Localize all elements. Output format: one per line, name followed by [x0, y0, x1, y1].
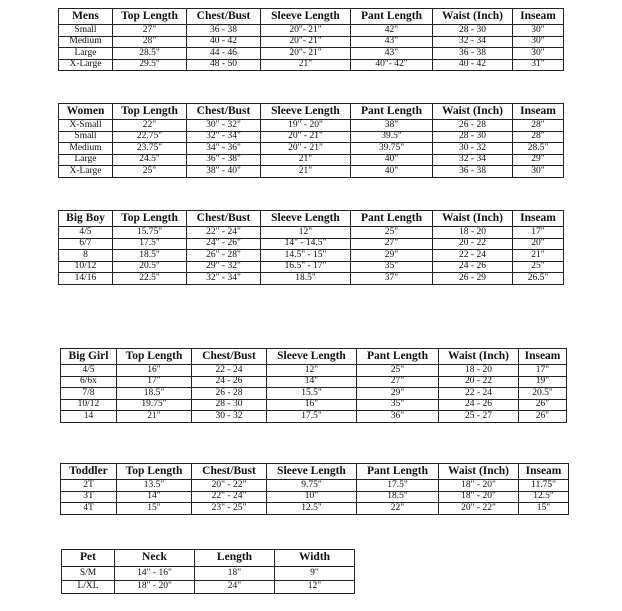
measurement-cell: 24 - 26: [433, 261, 513, 273]
measurement-cell: 30": [513, 48, 564, 60]
measurement-cell: 23" - 25": [192, 503, 267, 515]
column-header: Pant Length: [357, 349, 439, 365]
measurement-cell: 16": [267, 399, 357, 411]
column-header: Chest/Bust: [187, 9, 261, 25]
measurement-cell: 28": [113, 36, 187, 48]
column-header: Inseam: [519, 349, 567, 365]
size-label-cell: X-Small: [59, 120, 113, 132]
column-header: Pant Length: [351, 9, 433, 25]
column-header: Waist (Inch): [439, 464, 519, 480]
measurement-cell: 15": [519, 503, 569, 515]
measurement-cell: 24 - 26: [439, 399, 519, 411]
measurement-cell: 29": [351, 250, 433, 262]
table-title-cell: Mens: [59, 9, 113, 25]
column-header: Chest/Bust: [187, 211, 261, 227]
size-label-cell: Small: [59, 131, 113, 143]
size-label-cell: X-Large: [59, 166, 113, 178]
measurement-cell: 43": [351, 48, 433, 60]
column-header: Top Length: [117, 464, 192, 480]
measurement-cell: 32" - 34": [187, 273, 261, 285]
table-row: [59, 166, 564, 178]
table-row: [59, 59, 564, 71]
size-label-cell: 14: [61, 411, 117, 423]
table-row: [59, 25, 564, 37]
measurement-cell: 15.75": [113, 227, 187, 239]
measurement-cell: 32 - 34: [433, 154, 513, 166]
table-row: [59, 143, 564, 155]
column-header: Neck: [115, 550, 195, 567]
measurement-cell: 36 - 38: [187, 25, 261, 37]
column-header: Pant Length: [357, 464, 439, 480]
measurement-cell: 30 - 32: [192, 411, 267, 423]
measurement-cell: 32 - 34: [433, 36, 513, 48]
measurement-cell: 26": [519, 411, 567, 423]
table-row: [59, 36, 564, 48]
measurement-cell: 43": [351, 36, 433, 48]
measurement-cell: 25": [513, 261, 564, 273]
measurement-cell: 40 - 42: [187, 36, 261, 48]
measurement-cell: 26 - 28: [433, 120, 513, 132]
measurement-cell: 18.5": [113, 250, 187, 262]
size-label-cell: Large: [59, 154, 113, 166]
table-row: [59, 238, 564, 250]
measurement-cell: 18.5": [357, 491, 439, 503]
measurement-cell: 22 - 24: [439, 388, 519, 400]
measurement-cell: 18" - 20": [439, 480, 519, 492]
measurement-cell: 22.5": [113, 273, 187, 285]
measurement-cell: 10": [267, 491, 357, 503]
column-header: Sleeve Length: [267, 349, 357, 365]
big-girl-size-table: [60, 348, 567, 423]
measurement-cell: 26 - 29: [433, 273, 513, 285]
measurement-cell: 26 - 28: [192, 388, 267, 400]
size-label-cell: 4/5: [59, 227, 113, 239]
big-boy-size-table: [58, 210, 564, 285]
table-row: [59, 273, 564, 285]
size-label-cell: Medium: [59, 143, 113, 155]
measurement-cell: 30" - 32": [187, 120, 261, 132]
measurement-cell: 35": [357, 399, 439, 411]
size-label-cell: 2T: [61, 480, 117, 492]
measurement-cell: 25": [357, 365, 439, 377]
measurement-cell: 35": [351, 261, 433, 273]
measurement-cell: 42": [351, 25, 433, 37]
measurement-cell: 20": [513, 238, 564, 250]
measurement-cell: 28": [513, 120, 564, 132]
column-header: Top Length: [117, 349, 192, 365]
size-label-cell: 4T: [61, 503, 117, 515]
measurement-cell: 12.5": [267, 503, 357, 515]
size-label-cell: Large: [59, 48, 113, 60]
column-header: Inseam: [513, 211, 564, 227]
measurement-cell: 9": [275, 567, 355, 581]
measurement-cell: 36": [357, 411, 439, 423]
measurement-cell: 18" - 20": [115, 580, 195, 594]
measurement-cell: 22" - 24": [192, 491, 267, 503]
column-header: Chest/Bust: [192, 349, 267, 365]
measurement-cell: 36 - 38: [433, 48, 513, 60]
measurement-cell: 25": [351, 227, 433, 239]
column-header: Waist (Inch): [439, 349, 519, 365]
measurement-cell: 21": [261, 154, 351, 166]
measurement-cell: 16": [117, 365, 192, 377]
measurement-cell: 18.5": [117, 388, 192, 400]
measurement-cell: 30": [513, 36, 564, 48]
table-row: [59, 131, 564, 143]
measurement-cell: 40": [351, 154, 433, 166]
size-label-cell: 8: [59, 250, 113, 262]
measurement-cell: 14": [117, 491, 192, 503]
measurement-cell: 20.5": [113, 261, 187, 273]
size-label-cell: 10/12: [59, 261, 113, 273]
measurement-cell: 39.75": [351, 143, 433, 155]
measurement-cell: 12": [275, 580, 355, 594]
measurement-cell: 30 - 32: [433, 143, 513, 155]
table-row: [62, 580, 355, 594]
measurement-cell: 13.5": [117, 480, 192, 492]
size-label-cell: S/M: [62, 567, 115, 581]
measurement-cell: 26.5": [513, 273, 564, 285]
measurement-cell: 20" - 21": [261, 131, 351, 143]
table-row: [61, 491, 569, 503]
measurement-cell: 29" - 32": [187, 261, 261, 273]
measurement-cell: 20"- 21": [261, 25, 351, 37]
column-header: Inseam: [513, 9, 564, 25]
measurement-cell: 25 - 27: [439, 411, 519, 423]
measurement-cell: 21": [261, 59, 351, 71]
measurement-cell: 20" - 22": [439, 503, 519, 515]
table-row: [61, 503, 569, 515]
column-header: Sleeve Length: [261, 104, 351, 120]
measurement-cell: 21": [261, 166, 351, 178]
measurement-cell: 20.5": [519, 388, 567, 400]
measurement-cell: 22": [357, 503, 439, 515]
measurement-cell: 40": [351, 166, 433, 178]
measurement-cell: 19" - 20": [261, 120, 351, 132]
measurement-cell: 12": [267, 365, 357, 377]
measurement-cell: 19.75": [117, 399, 192, 411]
measurement-cell: 17": [513, 227, 564, 239]
mens-size-table: [58, 8, 564, 71]
column-header: Top Length: [113, 9, 187, 25]
measurement-cell: 12.5": [519, 491, 569, 503]
measurement-cell: 28 - 30: [192, 399, 267, 411]
table-title-cell: Big Boy: [59, 211, 113, 227]
table-row: [59, 261, 564, 273]
measurement-cell: 39.5": [351, 131, 433, 143]
measurement-cell: 21": [117, 411, 192, 423]
measurement-cell: 22 - 24: [192, 365, 267, 377]
measurement-cell: 20"- 21": [261, 48, 351, 60]
measurement-cell: 20 - 22: [439, 376, 519, 388]
table-row: [61, 411, 567, 423]
measurement-cell: 20"- 21": [261, 36, 351, 48]
table-header-row: [61, 349, 567, 365]
women-size-table: [58, 103, 564, 178]
column-header: Pant Length: [351, 104, 433, 120]
measurement-cell: 28 - 30: [433, 25, 513, 37]
measurement-cell: 18.5": [261, 273, 351, 285]
table-title-cell: Women: [59, 104, 113, 120]
measurement-cell: 14" - 14.5": [261, 238, 351, 250]
measurement-cell: 20" - 21": [261, 143, 351, 155]
measurement-cell: 30": [513, 25, 564, 37]
table-row: [61, 388, 567, 400]
table-header-row: [61, 464, 569, 480]
size-label-cell: 7/8: [61, 388, 117, 400]
size-label-cell: L/XL: [62, 580, 115, 594]
measurement-cell: 11.75": [519, 480, 569, 492]
measurement-cell: 40 - 42: [433, 59, 513, 71]
measurement-cell: 28 - 30: [433, 131, 513, 143]
measurement-cell: 20 - 22: [433, 238, 513, 250]
measurement-cell: 16.5" - 17": [261, 261, 351, 273]
measurement-cell: 48 - 50: [187, 59, 261, 71]
measurement-cell: 40"- 42": [351, 59, 433, 71]
size-label-cell: 4/5: [61, 365, 117, 377]
measurement-cell: 29.5": [113, 59, 187, 71]
measurement-cell: 22": [113, 120, 187, 132]
column-header: Pant Length: [351, 211, 433, 227]
size-label-cell: 6/7: [59, 238, 113, 250]
table-title-cell: Pet: [62, 550, 115, 567]
column-header: Sleeve Length: [261, 9, 351, 25]
measurement-cell: 18 - 20: [439, 365, 519, 377]
measurement-cell: 28.5": [513, 143, 564, 155]
measurement-cell: 34" - 36": [187, 143, 261, 155]
column-header: Top Length: [113, 104, 187, 120]
measurement-cell: 32" - 34": [187, 131, 261, 143]
measurement-cell: 17.5": [357, 480, 439, 492]
table-header-row: [62, 550, 355, 567]
measurement-cell: 26" - 28": [187, 250, 261, 262]
column-header: Waist (Inch): [433, 104, 513, 120]
measurement-cell: 15": [117, 503, 192, 515]
column-header: Top Length: [113, 211, 187, 227]
measurement-cell: 19": [519, 376, 567, 388]
column-header: Waist (Inch): [433, 211, 513, 227]
column-header: Sleeve Length: [267, 464, 357, 480]
measurement-cell: 24.5": [113, 154, 187, 166]
measurement-cell: 27": [357, 376, 439, 388]
measurement-cell: 30": [513, 166, 564, 178]
column-header: Length: [195, 550, 275, 567]
measurement-cell: 17": [519, 365, 567, 377]
measurement-cell: 12": [261, 227, 351, 239]
table-row: [62, 567, 355, 581]
size-label-cell: X-Large: [59, 59, 113, 71]
measurement-cell: 22.75": [113, 131, 187, 143]
measurement-cell: 27": [351, 238, 433, 250]
column-header: Waist (Inch): [433, 9, 513, 25]
size-label-cell: 10/12: [61, 399, 117, 411]
toddler-size-table: [60, 463, 569, 515]
table-header-row: [59, 211, 564, 227]
table-row: [59, 250, 564, 262]
measurement-cell: 31": [513, 59, 564, 71]
column-header: Chest/Bust: [192, 464, 267, 480]
measurement-cell: 28.5": [113, 48, 187, 60]
measurement-cell: 29": [513, 154, 564, 166]
measurement-cell: 38": [351, 120, 433, 132]
measurement-cell: 24": [195, 580, 275, 594]
measurement-cell: 27": [113, 25, 187, 37]
measurement-cell: 18 - 20: [433, 227, 513, 239]
measurement-cell: 28": [513, 131, 564, 143]
table-row: [59, 227, 564, 239]
table-row: [59, 48, 564, 60]
measurement-cell: 21": [513, 250, 564, 262]
measurement-cell: 15.5": [267, 388, 357, 400]
measurement-cell: 18": [195, 567, 275, 581]
measurement-cell: 44 - 46: [187, 48, 261, 60]
table-row: [61, 480, 569, 492]
measurement-cell: 20" - 22": [192, 480, 267, 492]
size-label-cell: 14/16: [59, 273, 113, 285]
measurement-cell: 25": [113, 166, 187, 178]
size-label-cell: 6/6x: [61, 376, 117, 388]
measurement-cell: 23.75": [113, 143, 187, 155]
measurement-cell: 37": [351, 273, 433, 285]
measurement-cell: 14" - 16": [115, 567, 195, 581]
measurement-cell: 36 - 38: [433, 166, 513, 178]
column-header: Chest/Bust: [187, 104, 261, 120]
measurement-cell: 36" - 38": [187, 154, 261, 166]
table-title-cell: Toddler: [61, 464, 117, 480]
measurement-cell: 17": [117, 376, 192, 388]
measurement-cell: 29": [357, 388, 439, 400]
column-header: Sleeve Length: [261, 211, 351, 227]
table-title-cell: Big Girl: [61, 349, 117, 365]
measurement-cell: 14.5" - 15": [261, 250, 351, 262]
measurement-cell: 24" - 26": [187, 238, 261, 250]
table-row: [61, 376, 567, 388]
table-header-row: [59, 104, 564, 120]
table-row: [59, 154, 564, 166]
measurement-cell: 22" - 24": [187, 227, 261, 239]
table-row: [59, 120, 564, 132]
measurement-cell: 38" - 40": [187, 166, 261, 178]
column-header: Inseam: [513, 104, 564, 120]
measurement-cell: 9.75": [267, 480, 357, 492]
size-label-cell: 3T: [61, 491, 117, 503]
measurement-cell: 26": [519, 399, 567, 411]
measurement-cell: 18" - 20": [439, 491, 519, 503]
measurement-cell: 22 - 24: [433, 250, 513, 262]
measurement-cell: 17.5": [113, 238, 187, 250]
measurement-cell: 17.5": [267, 411, 357, 423]
table-row: [61, 399, 567, 411]
measurement-cell: 14": [267, 376, 357, 388]
size-label-cell: Small: [59, 25, 113, 37]
size-label-cell: Medium: [59, 36, 113, 48]
column-header: Width: [275, 550, 355, 567]
table-row: [61, 365, 567, 377]
column-header: Inseam: [519, 464, 569, 480]
measurement-cell: 24 - 26: [192, 376, 267, 388]
table-header-row: [59, 9, 564, 25]
pet-size-table: [61, 549, 355, 594]
